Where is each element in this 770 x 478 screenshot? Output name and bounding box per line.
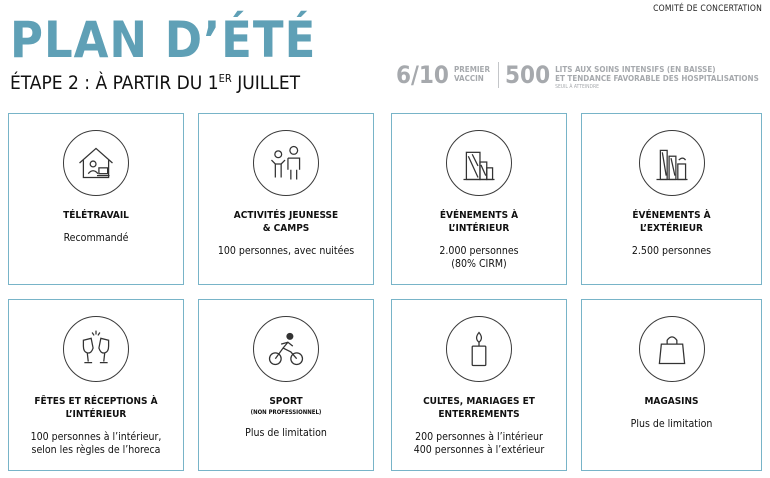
card-description (205, 245, 367, 258)
card-description-line: 200 personnes à l’intérieur (415, 431, 543, 443)
card-description (15, 232, 177, 245)
card-title-line: SPORT (269, 396, 303, 407)
card-title (588, 395, 755, 408)
beds-stat-value: 500 (505, 61, 551, 89)
card-description-line: (80% CIRM) (451, 258, 507, 270)
card-title (15, 395, 177, 421)
card-description-line: Plus de limitation (630, 418, 713, 430)
cyclist-icon (253, 316, 319, 382)
card-parent-child (198, 113, 374, 285)
subtitle-prefix: ÉTAPE 2 : À PARTIR DU 1 (10, 72, 219, 94)
card-title-line: MAGASINS (644, 396, 699, 407)
card-title-line: ACTIVITÉS JEUNESSE (233, 210, 339, 221)
card-description-line: 400 personnes à l’extérieur (413, 444, 545, 456)
card-title-line: L’INTÉRIEUR (65, 409, 127, 420)
card-indoor-building (391, 113, 567, 285)
committee-label: COMITÉ DE CONCERTATION (653, 4, 762, 14)
card-title-line: & CAMPS (262, 223, 310, 234)
card-candle (391, 299, 567, 471)
vaccine-stat-label (454, 65, 490, 83)
card-outdoor-buildings (581, 113, 762, 285)
card-shopping-bag (581, 299, 762, 471)
card-title-line: ÉVÉNEMENTS À (632, 210, 711, 221)
card-title-line: L’INTÉRIEUR (448, 223, 510, 234)
stats-bar (396, 62, 759, 90)
card-description-line: 100 personnes, avec nuitées (217, 245, 355, 257)
champagne-glasses-icon (63, 316, 129, 382)
card-title-line: L’EXTÉRIEUR (640, 223, 703, 234)
card-title (398, 395, 560, 421)
card-title (205, 395, 367, 417)
shopping-bag-icon (639, 316, 705, 382)
beds-note: SEUIL À ATTEINDRE (555, 84, 599, 90)
card-title-line: TÉLÉTRAVAIL (63, 210, 129, 221)
card-title-line: ÉVÉNEMENTS À (439, 210, 519, 221)
beds-label-line: LITS AUX SOINS INTENSIFS (EN BAISSE) (555, 65, 716, 74)
card-description-line: 2.500 personnes (631, 245, 712, 257)
card-title (588, 209, 755, 235)
card-description (15, 431, 177, 457)
house-laptop-icon (63, 130, 129, 196)
candle-icon (446, 316, 512, 382)
card-description-line: 2.000 personnes (439, 245, 519, 257)
card-description (205, 427, 367, 440)
parent-child-icon (253, 130, 319, 196)
page-title: PLAN D’ÉTÉ (10, 11, 317, 69)
card-description-line: Plus de limitation (245, 427, 327, 440)
card-description (588, 245, 755, 258)
card-house-laptop (8, 113, 184, 285)
vaccine-label-line: VACCIN (453, 74, 484, 83)
card-title (15, 209, 177, 222)
card-description (588, 418, 755, 431)
outdoor-buildings-icon (639, 130, 705, 196)
page-subtitle (10, 68, 300, 94)
card-cyclist (198, 299, 374, 471)
stats-divider (498, 62, 499, 88)
card-description-line: 100 personnes à l’intérieur, (30, 431, 162, 443)
card-description (398, 431, 560, 457)
subtitle-suffix: JUILLET (231, 72, 301, 94)
beds-stat-label (555, 65, 759, 90)
card-title (398, 209, 560, 235)
card-description-line: selon les règles de l’horeca (31, 444, 161, 456)
card-description (398, 245, 560, 271)
card-subtitle: (NON PROFESSIONNEL) (250, 409, 322, 416)
beds-label-line: ET TENDANCE FAVORABLE DES HOSPITALISATIONS (555, 74, 759, 83)
subtitle-superscript: ER (218, 72, 232, 85)
vaccine-label-line: PREMIER (453, 65, 491, 74)
card-title (205, 209, 367, 235)
card-description-line: Recommandé (63, 232, 129, 244)
vaccine-stat-value: 6/10 (396, 61, 449, 89)
card-champagne-glasses (8, 299, 184, 471)
card-title-line: ENTERREMENTS (438, 409, 520, 420)
indoor-building-icon (446, 130, 512, 196)
card-title-line: CULTES, MARIAGES ET (423, 396, 535, 407)
card-title-line: FÊTES ET RÉCEPTIONS À (34, 396, 158, 407)
